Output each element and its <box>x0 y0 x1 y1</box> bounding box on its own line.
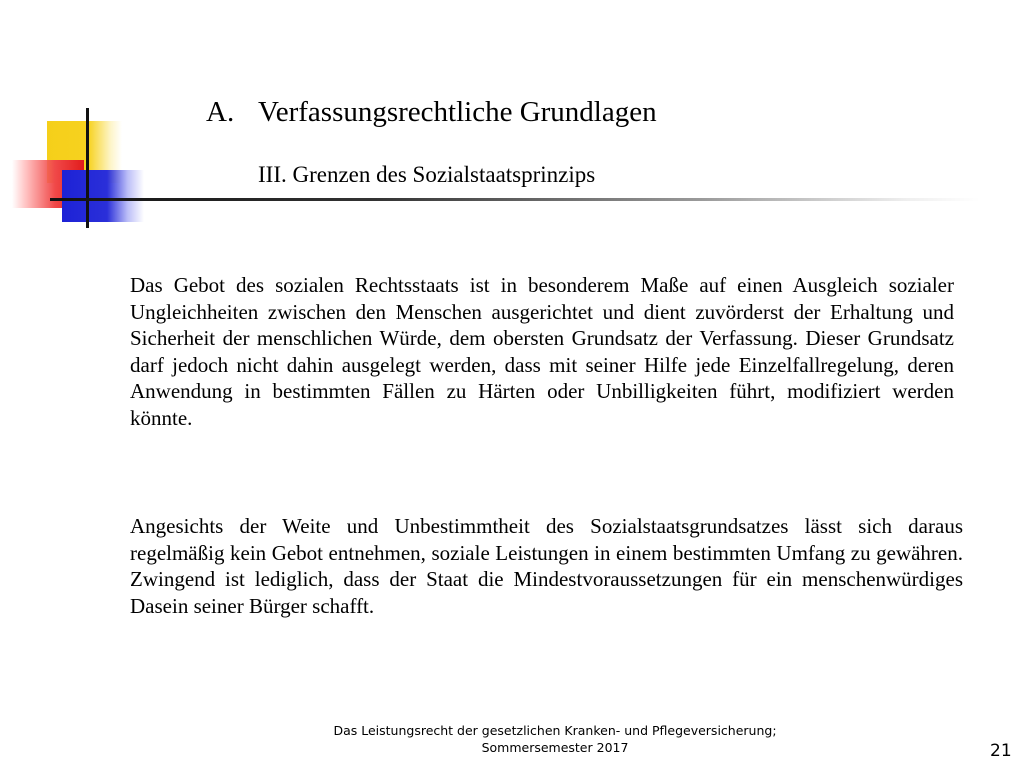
slide-footer <box>300 722 810 756</box>
slide-title <box>206 94 657 130</box>
slide-subtitle: III. Grenzen des Sozialstaatsprinzips <box>258 162 596 187</box>
paragraph-2: Angesichts der Weite und Unbestimmtheit des Sozialstaatsgrundsatzes lässt sich daraus regelmäßig kein Gebot entnehmen, soziale Leistungen in einem bestimmten Umfang zu gewähren. Zwingend ist lediglich, dass der Staat die Mindestvoraussetzungen für ein menschenwürdiges Dasein seiner Bürger schafft. <box>130 514 963 618</box>
footer-semester: Sommersemester 2017 <box>481 740 629 755</box>
page-number: 21 <box>990 741 1012 761</box>
title-text: Verfassungsrechtliche Grundlagen <box>258 96 657 128</box>
paragraph-1: Das Gebot des sozialen Rechtsstaats ist in besonderem Maße auf einen Ausgleich sozialer Ungleichheiten zwischen den Menschen ausgerichtet und dient zuvörderst der Erhaltung und Sicherheit der menschlichen Würde, dem obersten Grundsatz der Verfassung. Dieser Grundsatz darf jedoch nicht dahin ausgelegt werden, dass mit seiner Hilfe jede Einzelfallregelung, deren Anwendung in bestimmten Fällen zu Härten oder Unbilligkeiten führt, modifiziert werden könnte. <box>130 273 954 430</box>
horizontal-divider-line <box>50 198 980 201</box>
vertical-divider-line <box>86 108 89 228</box>
title-number: A. <box>206 96 235 128</box>
blue-square-shape <box>62 170 144 222</box>
footer-course-title: Das Leistungsrecht der gesetzlichen Kranken- und Pflegeversicherung; <box>333 723 777 738</box>
